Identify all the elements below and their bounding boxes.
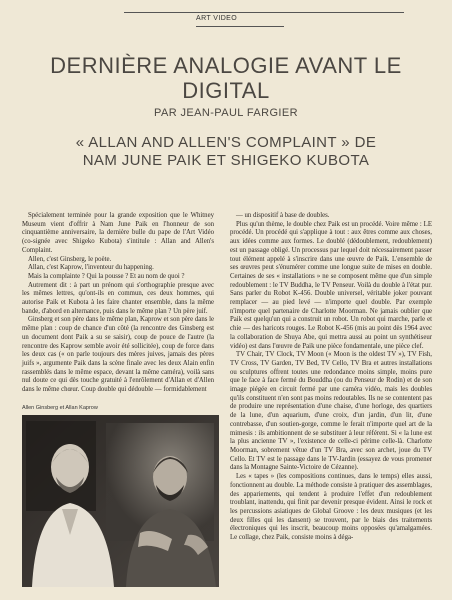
photo-ginsberg-kaprow xyxy=(22,415,219,587)
right-text-column xyxy=(230,212,432,543)
paragraph: Ginsberg et son père dans le même plan, Kaprow et son père dans le même plan : coup de chance d'un côté (la rencontre des Ginsberg est un document dont Paik a su se saisir), coup de pouce de l'autre (la rencontre des Kaprow semble avoir été sollicitée), coup de force dans les deux cas (« on parle toujours des mères juives, jamais des pères juifs », argumente Paik dans la scène finale avec les deux Alain enfin rassemblés dans le même espace, devant la même caméra), voilà sans nul doute ce qui dès touche gratuité à l'enrôlement d'Allan et d'Allen dans le même chœur. Coup double qui dédouble — formidablement xyxy=(22,316,214,394)
subtitle-line-1: « ALLAN AND ALLEN'S COMPLAINT » DE xyxy=(75,134,377,151)
left-text-column xyxy=(22,212,214,395)
paragraph: Plus qu'un thème, le double chez Paik est un procédé. Voire même : LE procédé. Un procédé qui s'applique à tout : aux êtres comme aux choses, aux idées comme aux formes. Le doublé (dédoublement, redoublement) est un passage obligé. Un processus par lequel doit nécessairement passer tout élément appelé à s'inscrire dans une œuvre de Paik. L'ensemble de ses œuvres peut s'énumérer comme une longue suite de mises en double. Certaines de ses « installations » ne se composent même que d'un simple redoublement : le TV Buddha, le TV Penseur. Voilà du double à l'état pur. Sans parler du Robot K-456. Double universel, véritable joker pouvant remplacer — au pied levé — n'importe quel double. Par exemple n'importe quel partenaire de Charlotte Moorman. Ne jamais oublier que Paik est quelqu'un qui a construit un robot. Un robot qui marche, parle et chie — des haricots rouges. Le Robot K-456 (mis au point dès 1964 avec la collaboration de Shuya Abe, qui mettra aussi au point un synthétiseur vidéo) est dans l'œuvre de Paik une pièce fondamentale, une pièce clef. xyxy=(230,220,432,350)
paragraph: Mais la complainte ? Qui la pousse ? Et au nom de quoi ? xyxy=(28,272,185,280)
paragraph: Autrement dit : à part un prénom qui s'orthographie presque avec les mêmes lettres, qu'ont-ils en commun, ces deux hommes, qui autorise Paik et Kubota à les faire chanter ensemble, dans la même bande, d'abord en alternance, puis dans le même plan ? Un père juif. xyxy=(22,281,214,315)
subtitle-line-2: NAM JUNE PAIK ET SHIGEKO KUBOTA xyxy=(82,152,370,169)
section-label: ART VIDEO xyxy=(196,15,238,22)
photo-illustration xyxy=(22,415,219,587)
paragraph: — un dispositif à base de doubles. xyxy=(236,212,330,219)
article-title xyxy=(20,53,432,103)
photo-caption: Allen Ginsberg et Allan Kaprow xyxy=(22,405,98,411)
paragraph: TV Chair, TV Clock, TV Moon (« Moon is the oldest TV »), TV Fish, TV Cross, TV Garden, TV Bed, TV Cello, TV Bra et autres installations ou sculptures offrent toutes une redondance moins simple, moins pure que le face à face fermé du Bouddha (ou du Penseur de Rodin) et de son image piégée en circuit fermé par une caméra vidéo, mais les doubles qu'ils constituent n'en sont pas moins redoutables. Ils ne se contentent pas de produire une représentation d'une chaise, d'une horloge, des quartiers de la lune, d'un aquarium, d'une croix, d'un jardin, d'un lit, d'une contrebasse, d'un soutien-gorge, comme le ferait n'importe quel art de la mimesis : ils ambitionnent de se substituer à leur référent. Si « la lune est la plus ancienne TV », l'existence de celle-ci périme celle-là. Charlotte Moorman, sobrement vêtue d'un TV Bra, avec son archet, joue du TV Cello. Et TV est le passage dans le TV-Jardin (essayez de vous promener dans la Montagne Sainte-Victoire de Cézanne). xyxy=(230,351,432,472)
paragraph: Allen, c'est Ginsberg, le poète. xyxy=(28,255,112,263)
paragraph: Allan, c'est Kaprow, l'inventeur du happening. xyxy=(28,264,154,272)
article-subtitle xyxy=(20,134,432,170)
section-underline xyxy=(196,26,284,27)
byline: PAR JEAN-PAUL FARGIER xyxy=(154,107,298,119)
paragraph: Les « tapes » (les compositions continues, dans le temps) elles aussi, fonctionnent au double. La méthode consiste à pratiquer des assemblages, des appariements, qui tendent à produire l'effet d'un redoublement troublant, inattendu, qui finit par devenir presque évident. Ainsi le rock et les percussions asiatiques de Global Groove : les deux musiques (et les deux filles qui les dansent) se trouvent, par le biais des traitements électroniques qui les inscrit, beaucoup moins opposées qu'amalgamées. Le collage, chez Paik, consiste moins à déga- xyxy=(230,473,432,542)
title-line-2: DIGITAL xyxy=(182,78,270,103)
title-line-1: DERNIÈRE ANALOGIE AVANT LE xyxy=(50,53,402,78)
paragraph: Spécialement terminée pour la grande exposition que le Whitney Museum vient d'offrir à Nam June Paik en l'honneur de son cinquantième anniversaire, la dernière bulle du pape de l'Art Vidéo (co-signée avec Shigeko Kubota) s'intitule : Allan and Allen's Complaint. xyxy=(22,212,214,254)
top-rule xyxy=(124,12,404,13)
